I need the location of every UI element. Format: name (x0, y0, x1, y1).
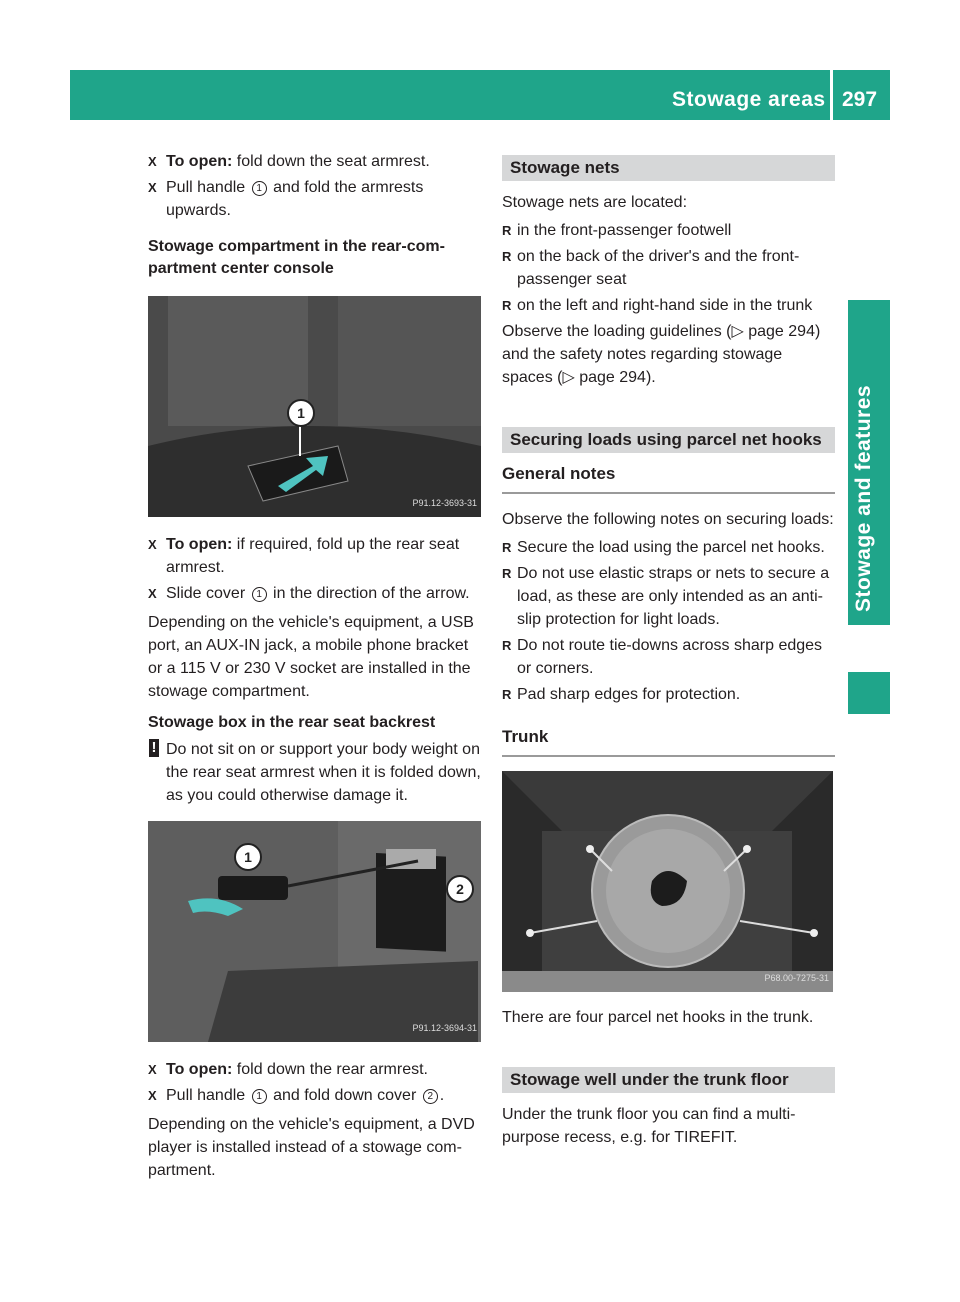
console-compartment-image (148, 296, 481, 517)
bullet-item: R on the back of the driver's and the front-passenger seat (502, 245, 835, 291)
body-paragraph: There are four parcel net hooks in the trunk. (502, 1009, 814, 1026)
image-code: P91.12-3694-31 (412, 1023, 477, 1033)
callout-marker: 1 (252, 587, 267, 602)
bullet-item: R Secure the load using the parcel net hooks. (502, 536, 835, 559)
header-divider (830, 70, 833, 120)
right-column (502, 155, 835, 1158)
left-column (148, 150, 481, 1191)
callout-1: 1 (287, 399, 315, 427)
callout-marker: 2 (423, 1089, 438, 1104)
step-item: X To open: fold down the rear armrest. (148, 1058, 481, 1081)
step-item: X To open: if required, fold up the rear seat armrest. (148, 533, 481, 579)
body-paragraph: Depending on the vehicle's equipment, a USB port, an AUX-IN jack, a mobile phone bracket or a 115 V or 230 V socket are installed in the stowage compartment. (148, 614, 474, 700)
body-paragraph: Observe the following notes on securing loads: (502, 511, 834, 528)
section-heading: Stowage compartment in the rear-com-partment center console (148, 238, 445, 277)
page-number: 297 (842, 88, 878, 111)
body-paragraph: Stowage nets are located: (502, 194, 688, 211)
bullet-item: R Pad sharp edges for protection. (502, 683, 835, 706)
step-item: X To open: fold down the seat armrest. (148, 150, 481, 173)
section-heading-box: Stowage nets (502, 155, 835, 181)
bullet-item: R Do not route tie-downs across sharp edges or corners. (502, 634, 835, 680)
warning-icon: ! (149, 739, 159, 757)
body-paragraph: Depending on the vehicle's equipment, a DVD player is installed instead of a stowage com-partment. (148, 1116, 475, 1179)
backrest-box-image (148, 821, 481, 1042)
trunk-image (502, 771, 833, 992)
body-paragraph: Under the trunk floor you can find a multi-purpose recess, e.g. for TIREFIT. (502, 1106, 796, 1146)
step-item: X Pull handle 1 and fold the armrests upwards. (148, 176, 481, 222)
section-heading-box: Stowage well under the trunk floor (502, 1067, 835, 1093)
section-heading-box: Securing loads using parcel net hooks (502, 427, 835, 453)
warning-note: ! Do not sit on or support your body weight on the rear seat armrest when it is folded down, as you could otherwise damage it. (148, 738, 481, 807)
header-title: Stowage areas (672, 88, 826, 111)
image-code: P68.00-7275-31 (764, 973, 829, 983)
side-tab-marker (848, 672, 890, 714)
bullet-item: R on the left and right-hand side in the trunk (502, 294, 835, 317)
callout-2: 2 (446, 875, 474, 903)
section-heading: Stowage box in the rear seat backrest (148, 714, 436, 731)
body-paragraph: Observe the loading guidelines (▷ page 294) and the safety notes regarding stowage spaces (▷ page 294). (502, 323, 821, 386)
bullet-item: R in the front-passenger footwell (502, 219, 835, 242)
callout-marker: 1 (252, 181, 267, 196)
side-section-label: Stowage and features (852, 384, 875, 612)
callout-1: 1 (234, 843, 262, 871)
subsection-heading: Trunk (502, 726, 835, 757)
callout-marker: 1 (252, 1089, 267, 1104)
bullet-item: R Do not use elastic straps or nets to secure a load, as these are only intended as an anti-slip protection for light loads. (502, 562, 835, 631)
subsection-heading: General notes (502, 463, 835, 494)
image-code: P91.12-3693-31 (412, 498, 477, 508)
step-item: X Slide cover 1 in the direction of the arrow. (148, 582, 481, 605)
step-item: X Pull handle 1 and fold down cover 2 . (148, 1084, 481, 1107)
